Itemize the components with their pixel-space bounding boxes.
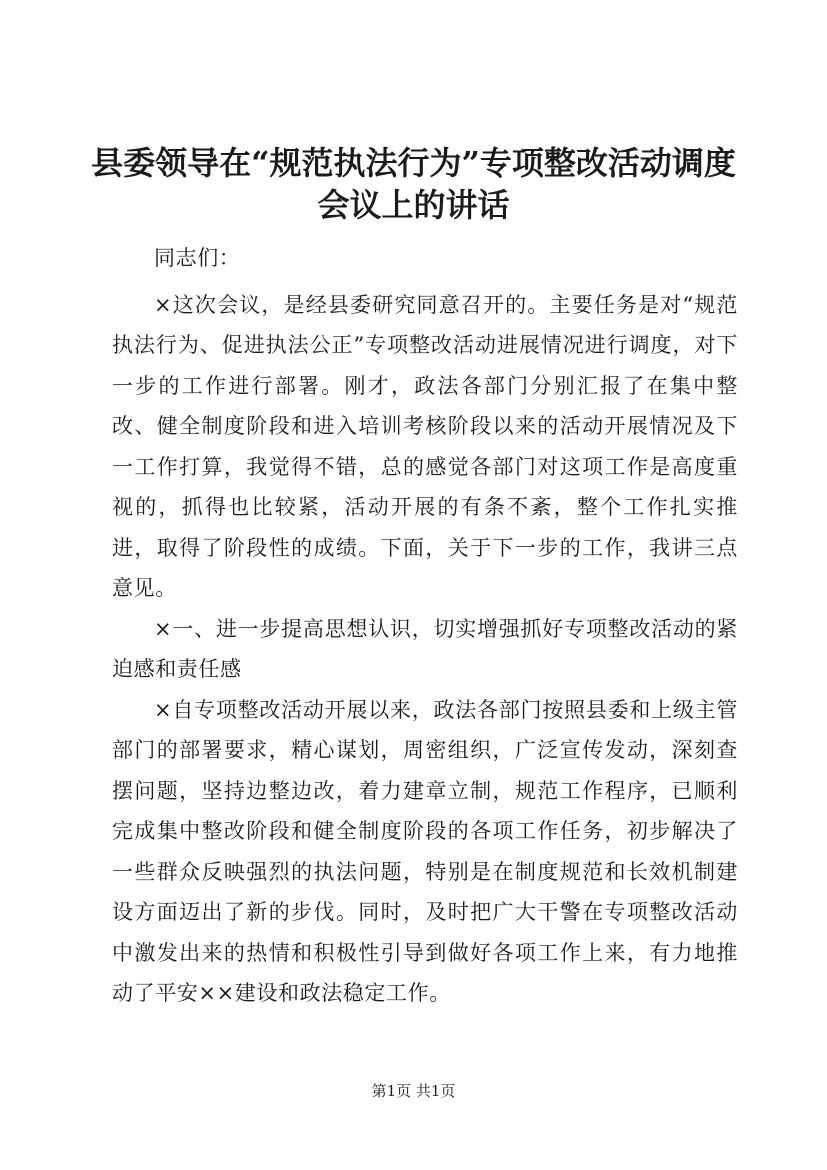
page-footer: 第1页 共1页 — [371, 1082, 456, 1100]
document-body — [112, 238, 738, 1014]
paragraph-section-1: ×自专项整改活动开展以来，政法各部门按照县委和上级主管部门的部署要求，精心谋划，周密组织，广泛宣传发动，深刻查摆问题，坚持边整边改，着力建章立制，规范工作程序，已顺利完成集中整改阶段和健全制度阶段的各项工作任务，初步解决了一些群众反映强烈的执法问题，特别是在制度规范和长效机制建设方面迈出了新的步伐。同时，及时把广大干警在专项整改活动中激发出来的热情和积极性引导到做好各项工作上来，有力地推动了平安××建设和政法稳定工作。 — [112, 697, 738, 1005]
paragraph-intro: ×这次会议，是经县委研究同意召开的。主要任务是对“规范执法行为、促进执法公正”专项整改活动进展情况进行调度，对下一步的工作进行部署。刚才，政法各部门分别汇报了在集中整改、健全制度阶段和进入培训考核阶段以来的活动开展情况及下一工作打算，我觉得不错，总的感觉各部门对这项工作是高度重视的，抓得也比较紧，活动开展的有条不紊，整个工作扎实推进，取得了阶段性的成绩。下面，关于下一步的工作，我讲三点意见。 — [112, 292, 738, 600]
salutation: 同志们： — [154, 246, 241, 270]
section-heading-1: ×一、进一步提高思想认识，切实增强抓好专项整改活动的紧迫感和责任感 — [112, 616, 738, 681]
document-title: 县委领导在“规范执法行为”专项整改活动调度会议上的讲话 — [91, 144, 736, 224]
